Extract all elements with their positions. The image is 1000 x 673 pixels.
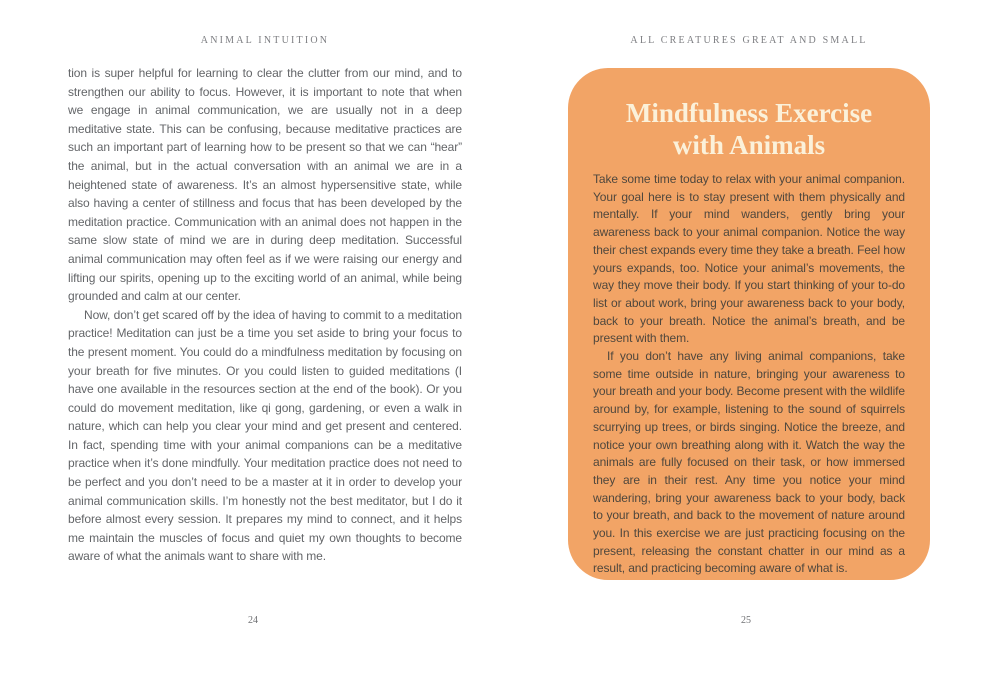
left-page-number: 24: [248, 615, 258, 626]
right-page-number: 25: [741, 615, 751, 626]
callout-title-line-1: Mindfulness Exercise: [625, 98, 873, 128]
callout-title-line-2: with Animals: [672, 130, 826, 160]
paragraph: Now, don’t get scared off by the idea of having to commit to a meditation practice! Meditation can just be a time you set aside to bring your focus to the present moment. You could do a mindfulness meditation by focusing on your breath for five minutes. Or you could listen to guided meditations (I have one available in the resources section at the end of the book). Or you could do movement meditation, like qi gong, gardening, or even a walk in nature, which can help you clear your mind and get present and centered. In fact, spending time with your animal companions can be a meditative practice when it’s done mindfully. Your meditation practice does not need to be perfect and you don’t need to be a master at it in order to develop your animal communication skills. I’m honestly not the best meditator, but I do it before almost every session. It prepares my mind to connect, and it helps me maintain the muscles of focus and quiet my own thoughts to become aware of what the animals want to share with me.: [68, 307, 462, 564]
left-running-head: ANIMAL INTUITION: [200, 35, 330, 46]
paragraph: If you don’t have any living animal companions, take some time outside in nature, bringing your awareness to your breath and your body. Become present with the wildlife around by, for example, listening to the sound of squirrels scurrying up trees, or birds singing. Notice the breeze, and notice your own breathing along with it. Watch the way the animals are fully focused on their task, or how immersed they are in their rest. Any time you notice your mind wandering, bring your awareness back to your body, back to your breath, and back to the movement of nature around you. In this exercise we are just practicing focusing on the present, releasing the constant chatter in our mind as a result, and practicing becoming aware of what is.: [593, 349, 905, 576]
paragraph: Take some time today to relax with your animal companion. Your goal here is to stay present with them physically and mentally. If your mind wanders, gently bring your awareness back to your animal companion. Notice the way their chest expands every time they take a breath. Feel how yours expands, too. Notice your animal’s movements, the way they move their body. If you start thinking of your to-do list or about work, bring your awareness back to your body, back to your breath. Notice the animal’s breath, and be present with them.: [593, 172, 905, 346]
mindfulness-callout: [568, 68, 930, 580]
callout-title: [568, 97, 930, 161]
paragraph: tion is super helpful for learning to clear the clutter from our mind, and to strengthen our ability to focus. However, it is important to note that when we engage in animal communication, we are usually not in a deep meditative state. This can be confusing, because meditative practices are such an important part of learning how to be present so that we can “hear” the animal, but in the actual conversation with an animal we are in a heightened state of awareness. It’s an almost hypersensitive state, while also having a center of stillness and focus that has been developed by the meditation practice. Communication with an animal does not happen in the same slow state of mind we are in during deep meditation. Successful animal communication may often feel as if we were raising our energy and lifting our spirits, opening up to the exciting world of an animal, while being grounded and calm at our center.: [68, 66, 462, 304]
left-body-text: [68, 64, 462, 566]
callout-body: [568, 171, 930, 578]
right-running-head: ALL CREATURES GREAT AND SMALL: [630, 35, 868, 46]
